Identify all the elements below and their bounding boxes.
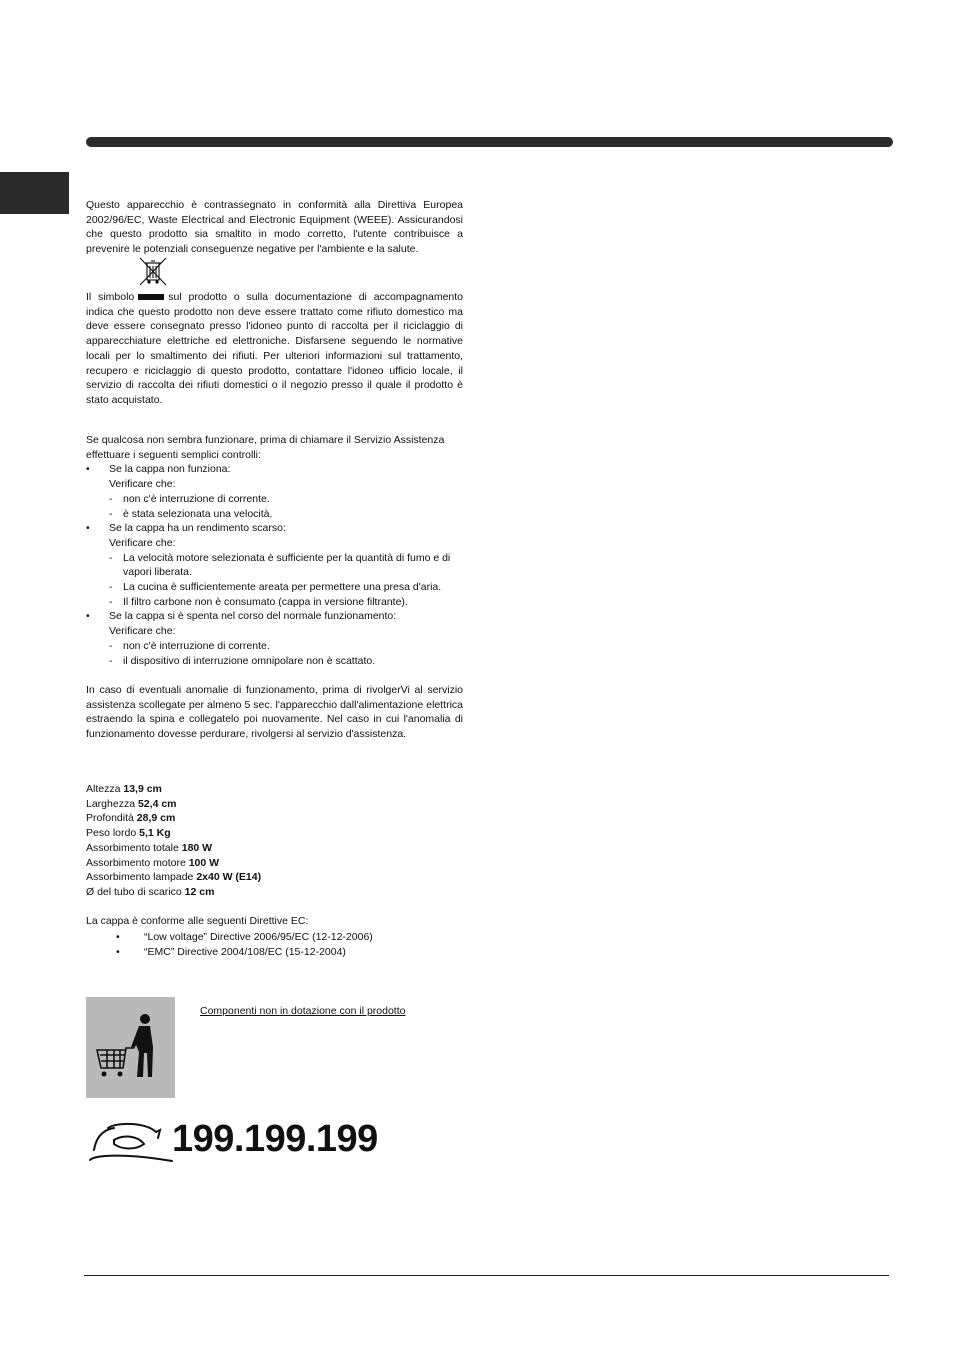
- check-item-text: La cucina è sufficientemente areata per permettere una presa d'aria.: [123, 581, 442, 594]
- spec-value: 2x40 W (E14): [196, 871, 262, 884]
- spec-label: Larghezza: [86, 797, 136, 810]
- dash-marker: -: [109, 551, 113, 564]
- directive-text: “EMC” Directive 2004/108/EC (15-12-2004): [144, 946, 346, 959]
- check-label: Verificare che:: [109, 478, 176, 491]
- spec-label: Peso lordo: [86, 827, 137, 840]
- directive-item: [86, 945, 463, 960]
- weee-symbol-text: [86, 290, 463, 408]
- spec-label: Assorbimento lampade: [86, 871, 194, 884]
- directive-item: [86, 930, 463, 945]
- accessories-note[interactable]: Componenti non in dotazione con il prodotto: [200, 1005, 406, 1017]
- footer-rule: [84, 1275, 889, 1276]
- dash-marker: -: [109, 507, 113, 520]
- dash-marker: -: [109, 654, 113, 667]
- troubleshooting-list: [86, 462, 463, 668]
- phone-number: 199.199.199: [172, 1118, 378, 1160]
- check-item: [86, 595, 463, 610]
- check-label: Verificare che:: [109, 536, 176, 549]
- spec-row: [86, 841, 386, 856]
- spec-label: Profondità: [86, 812, 134, 825]
- directives-list: [86, 930, 463, 960]
- dash-marker: -: [109, 492, 113, 505]
- troubleshooting-case: Se la cappa ha un rendimento scarso:: [109, 522, 286, 535]
- bullet-marker: •: [116, 946, 120, 959]
- check-item-text: Il filtro carbone non è consumato (cappa in versione filtrante).: [123, 595, 408, 608]
- check-label: Verificare che:: [109, 625, 176, 638]
- weee-symbol-body: sul prodotto o sulla documentazione di accompagnamento indica che questo prodotto non deve essere trattato come rifiuto domestico ma deve essere consegnato presso l'idoneo punto di raccolta per il riciclaggio di apparecchiature elettriche ed elettroniche. Disfarsene seguendo le normative locali per lo smaltimento dei rifiuti. Per ulteriori informazioni sul trattamento, recupero e riciclaggio di questo prodotto, contattare l'idoneo ufficio locale, il servizio di raccolta dei rifiuti domestici o il negozio presso il quale il prodotto è stato acquistato.: [86, 291, 464, 406]
- troubleshooting-item: [86, 462, 463, 521]
- spec-value: 28,9 cm: [136, 812, 176, 825]
- bullet-marker: •: [86, 522, 90, 535]
- troubleshooting-case: Se la cappa si è spenta nel corso del normale funzionamento:: [109, 610, 397, 623]
- troubleshooting-section: [86, 433, 463, 668]
- troubleshooting-case: Se la cappa non funziona:: [109, 463, 231, 476]
- crossed-bin-icon: [137, 255, 169, 288]
- check-item: [86, 551, 463, 580]
- spec-value: 5,1 Kg: [139, 827, 171, 840]
- anomaly-paragraph: In caso di eventuali anomalie di funzionamento, prima di rivolgerVi al servizio assistenza scollegate per almeno 5 sec. l'apparecchio dall'alimentazione elettrica estraendo la spina e collegatelo poi nuovamente. Nel caso in cui l'anomalia di funzionamento dovesse perdurare, rivolgersi al servizio d'assistenza.: [86, 684, 463, 741]
- spec-row: [86, 797, 386, 812]
- spec-row: [86, 856, 386, 871]
- header-rule: [86, 137, 893, 147]
- dash-marker: -: [109, 639, 113, 652]
- spec-row: [86, 870, 386, 885]
- check-item: [86, 492, 463, 507]
- weee-bar-symbol: [138, 294, 164, 300]
- weee-intro: Questo apparecchio è contrassegnato in conformità alla Direttiva Europea 2002/96/EC, Waste Electrical and Electronic Equipment (WEEE). Assicurandosi che questo prodotto sia smaltito in modo corretto, l'utente contribuisce a prevenire le potenziali conseguenze negative per l'ambiente e la salute.: [86, 199, 463, 256]
- check-item: [86, 507, 463, 522]
- spec-value: 52,4 cm: [137, 797, 177, 810]
- dash-marker: -: [109, 595, 113, 608]
- spec-row: [86, 811, 386, 826]
- directives-section: [86, 914, 463, 960]
- check-item-text: non c'è interruzione di corrente.: [123, 639, 270, 652]
- language-tab: [0, 172, 69, 214]
- bullet-marker: •: [116, 930, 120, 943]
- bullet-marker: •: [86, 463, 90, 476]
- check-item: [86, 639, 463, 654]
- check-item-text: La velocità motore selezionata è sufficiente per la quantità di fumo e di vapori liberata.: [123, 551, 451, 579]
- spec-label: Altezza: [86, 783, 121, 795]
- spec-label: Assorbimento motore: [86, 856, 186, 869]
- directives-intro: La cappa è conforme alle seguenti Direttive EC:: [86, 915, 309, 927]
- spec-value: 12 cm: [184, 885, 215, 898]
- spec-value: 100 W: [188, 856, 220, 869]
- directive-text: “Low voltage” Directive 2006/95/EC (12-12-2006): [144, 930, 373, 943]
- spec-value: 180 W: [181, 841, 213, 854]
- telephone-icon: [86, 1120, 174, 1166]
- spec-label: Ø del tubo di scarico: [86, 885, 182, 898]
- shopping-cart-person-icon: [86, 997, 175, 1098]
- check-item-text: il dispositivo di interruzione omnipolare non è scattato.: [123, 654, 376, 667]
- bullet-marker: •: [86, 610, 90, 623]
- spec-label: Assorbimento totale: [86, 841, 179, 854]
- dash-marker: -: [109, 581, 113, 594]
- spec-value: 13,9 cm: [123, 783, 162, 795]
- spec-row: [86, 826, 386, 841]
- check-item: [86, 580, 463, 595]
- spec-row: [86, 885, 386, 900]
- spec-row: [86, 782, 386, 797]
- troubleshooting-item: [86, 521, 463, 609]
- weee-symbol-prefix: Il simbolo: [86, 291, 135, 303]
- check-item-text: è stata selezionata una velocità.: [123, 507, 273, 520]
- troubleshooting-item: [86, 609, 463, 668]
- troubleshooting-intro: Se qualcosa non sembra funzionare, prima di chiamare il Servizio Assistenza effettuare i seguenti semplici controlli:: [86, 434, 445, 461]
- specs-list: [86, 782, 386, 900]
- check-item: [86, 654, 463, 669]
- check-item-text: non c'è interruzione di corrente.: [123, 492, 270, 505]
